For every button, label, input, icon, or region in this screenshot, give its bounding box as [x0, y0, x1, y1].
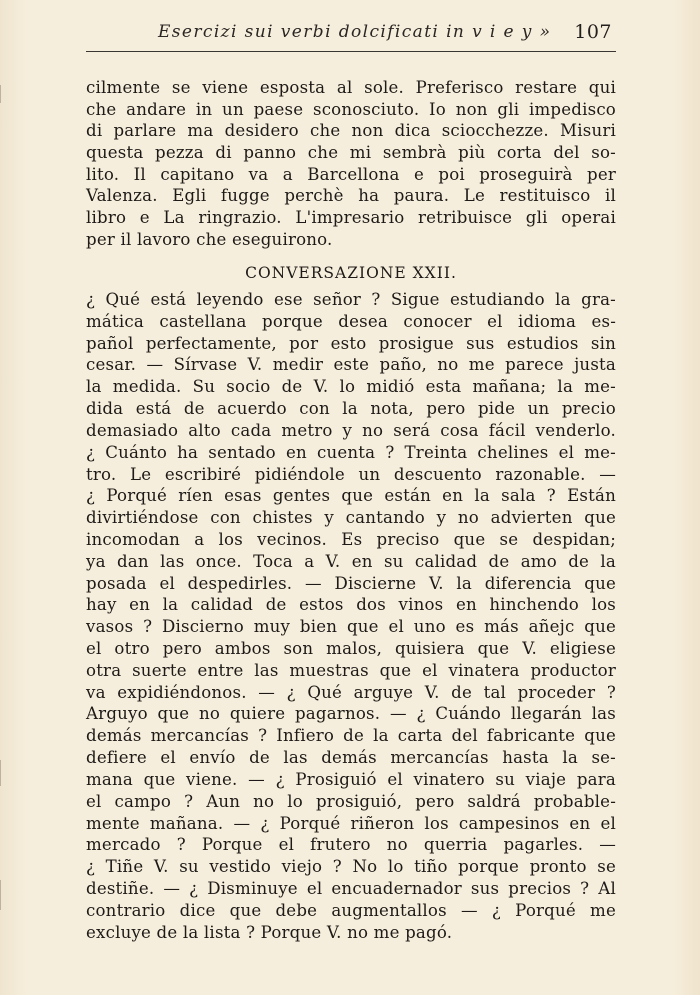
text-line: defiere el envío de las demás mercancías hasta la se-: [86, 748, 616, 768]
text-line: divirtiéndose con chistes y cantando y no advierten que: [86, 508, 616, 528]
text-line: mática castellana porque desea conocer el idioma es-: [86, 311, 616, 331]
text-line: ¿ Qué está leyendo ese señor ? Sigue estudiando la gra-: [86, 290, 616, 309]
text-line: posada el despedirles. — Discierne V. la diferencia que: [86, 573, 616, 593]
text-line: incomodan a los vecinos. Es preciso que se despidan;: [86, 529, 616, 549]
text-line: hay en la calidad de estos dos vinos en hinchendo los: [86, 595, 616, 615]
scan-edge-mark: [0, 85, 1, 103]
header-title: Esercizi sui verbi dolcificati in v i e y »: [158, 22, 552, 42]
scan-edge-mark: [0, 880, 1, 910]
text-line: la medida. Su socio de V. lo midió esta mañana; la me-: [86, 377, 616, 397]
text-line: libro e La ringrazio. L'impresario retribuisce gli operai: [86, 208, 616, 228]
text-line: destiñe. — ¿ Disminuye el encuadernador sus precios ? Al: [86, 878, 616, 898]
text-line: otra suerte entre las muestras que el vinatera productor: [86, 660, 616, 680]
text-line: tro. Le escribiré pidiéndole un descuento razonable. —: [86, 464, 616, 484]
section-heading: CONVERSAZIONE XXII.: [245, 264, 457, 282]
text-line: di parlare ma desidero che non dica sciocchezze. Misuri: [86, 121, 616, 141]
text-line: demasiado alto cada metro y no será cosa fácil venderlo.: [86, 420, 616, 440]
paragraph-exercises: [86, 77, 616, 251]
text-line: ¿ Porqué ríen esas gentes que están en la sala ? Están: [86, 486, 616, 506]
text-line: ya dan las once. Toca a V. en su calidad de amo de la: [86, 551, 616, 571]
text-line: demás mercancías ? Infiero de la carta del fabricante que: [86, 726, 616, 746]
text-line: pañol perfectamente, por esto prosigue sus estudios sin: [86, 333, 616, 353]
text-line: va expidiéndonos. — ¿ Qué arguye V. de tal proceder ?: [86, 682, 616, 702]
text-line: che andare in un paese sconosciuto. Io non gli impedisco: [86, 99, 616, 119]
paragraph-conversation: [86, 289, 616, 943]
text-line: vasos ? Discierno muy bien que el uno es más añejc que: [86, 617, 616, 637]
page-number: 107: [574, 21, 612, 43]
text-line: Valenza. Egli fugge perchè ha paura. Le restituisco il: [86, 186, 616, 206]
text-line: contrario dice que debe augmentallos — ¿ Porqué me: [86, 900, 616, 920]
text-line: ¿ Cuánto ha sentado en cuenta ? Treinta chelines el me-: [86, 442, 616, 462]
scan-edge-mark: [0, 760, 1, 786]
text-line: lito. Il capitano va a Barcellona e poi proseguirà per: [86, 164, 616, 184]
text-line: cesar. — Sírvase V. medir este paño, no me parece justa: [86, 355, 616, 375]
text-line: cilmente se viene esposta al sole. Preferisco restare qui: [86, 78, 616, 97]
text-line: ¿ Tiñe V. su vestido viejo ? No lo tiño porque pronto se: [86, 857, 616, 877]
text-line: mana que viene. — ¿ Prosiguió el vinatero su viaje para: [86, 769, 616, 789]
text-line: el campo ? Aun no lo prosiguió, pero saldrá probable-: [86, 791, 616, 811]
text-line: questa pezza di panno che mi sembrà più corta del so-: [86, 143, 616, 163]
text-line: excluye de la lista ? Porque V. no me pagó.: [86, 922, 453, 942]
text-line: Arguyo que no quiere pagarnos. — ¿ Cuándo llegarán las: [86, 704, 616, 724]
header-rule: [86, 51, 616, 52]
text-line: mente mañana. — ¿ Porqué riñeron los campesinos en el: [86, 813, 616, 833]
text-line: mercado ? Porque el frutero no querria pagarles. —: [86, 835, 616, 855]
running-header: [86, 20, 616, 50]
text-line: dida está de acuerdo con la nota, pero pide un precio: [86, 399, 616, 419]
text-line: el otro pero ambos son malos, quisiera que V. eligiese: [86, 639, 616, 658]
text-line: per il lavoro che eseguirono.: [86, 229, 333, 249]
